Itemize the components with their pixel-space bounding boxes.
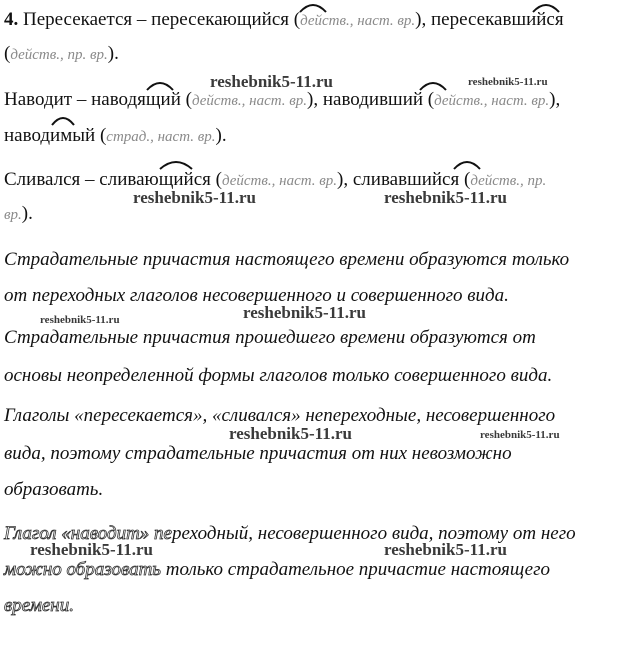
final-text-line-2 <box>4 558 550 582</box>
text: ийся <box>526 9 564 30</box>
text: ий ( <box>402 89 435 110</box>
task-line-4 <box>4 124 227 149</box>
grammar-note: страд., наст. вр. <box>106 129 216 145</box>
text: ), слива <box>337 169 399 190</box>
text: ийся ( <box>251 9 301 30</box>
grammar-note: вр. <box>4 207 22 223</box>
suffix-highlight: щ <box>145 89 161 110</box>
conclusion-text: вида, поэтому страдательные причастия от них невозможно <box>4 443 512 464</box>
text: ийся ( <box>173 169 222 190</box>
watermark: reshebnik5-11.ru <box>30 540 153 559</box>
rule-text: от переходных глаголов несовершенного и совершенного вида. <box>4 285 509 306</box>
watermark: reshebnik5-11.ru <box>40 314 120 326</box>
outlined-text: можно образовать <box>4 559 161 580</box>
text: Сливался – слива <box>4 169 145 190</box>
text: наводи <box>4 125 61 146</box>
task-number: 4. <box>4 9 19 30</box>
conclusion-text: Глаголы «пересекается», «сливался» непереходные, несовершенного <box>4 405 556 426</box>
watermark: reshebnik5-11.ru <box>384 188 507 207</box>
task-line-6 <box>4 202 33 227</box>
outlined-text: Глагол «наводит» пе <box>4 523 172 544</box>
text: ийся ( <box>421 169 471 190</box>
task-line-3 <box>4 88 560 113</box>
outlined-text: времени. <box>4 595 74 616</box>
watermark: reshebnik5-11.ru <box>243 303 366 322</box>
conclusion-text: образовать. <box>4 479 104 500</box>
suffix-highlight: щ <box>236 9 252 30</box>
suffix-highlight: вш <box>379 89 403 110</box>
text: ). <box>21 203 33 224</box>
suffix-highlight: м <box>60 125 73 146</box>
watermark: reshebnik5-11.ru <box>210 72 333 91</box>
final-text-line-3 <box>4 594 74 618</box>
suffix-highlight: ющ <box>144 169 174 190</box>
grammar-note: действ., наст. вр. <box>191 93 308 109</box>
watermark: reshebnik5-11.ru <box>229 424 352 443</box>
rule-text: Страдательные причастия настоящего времени образуются только <box>4 249 570 270</box>
text: ). <box>215 125 227 146</box>
watermark: reshebnik5-11.ru <box>468 76 548 88</box>
grammar-note: действ., наст. вр. <box>434 93 550 109</box>
task-line-1 <box>4 8 564 33</box>
rule-text: Страдательные причастия прошедшего времени образуются от <box>4 327 536 348</box>
text: ), <box>549 89 561 110</box>
grammar-note: действ., наст. вр. <box>221 173 338 189</box>
watermark: reshebnik5-11.ru <box>480 429 560 441</box>
text: реходный, несовершенного вида, поэтому от него <box>171 523 576 544</box>
text: только страдательное причастие настоящего <box>160 559 551 580</box>
text: Наводит – наводя <box>4 89 146 110</box>
grammar-note: действ., наст. вр. <box>300 13 416 29</box>
text: ( <box>4 43 11 64</box>
text: ый ( <box>72 125 107 146</box>
text: ), пересека <box>415 9 503 30</box>
suffix-highlight: вш <box>398 169 422 190</box>
text: ). <box>107 43 119 64</box>
grammar-note: действ., пр. вр. <box>10 47 108 63</box>
text: Пересекается – пересекаю <box>23 9 237 30</box>
grammar-note: действ., пр. <box>470 173 547 189</box>
suffix-highlight: вш <box>502 9 527 30</box>
watermark: reshebnik5-11.ru <box>133 188 256 207</box>
rule-text: основы неопределенной формы глаголов только совершенного вида. <box>4 365 553 386</box>
task-line-2 <box>4 42 119 67</box>
watermark: reshebnik5-11.ru <box>384 540 507 559</box>
text: ий ( <box>160 89 192 110</box>
text: ), наводи <box>307 89 380 110</box>
